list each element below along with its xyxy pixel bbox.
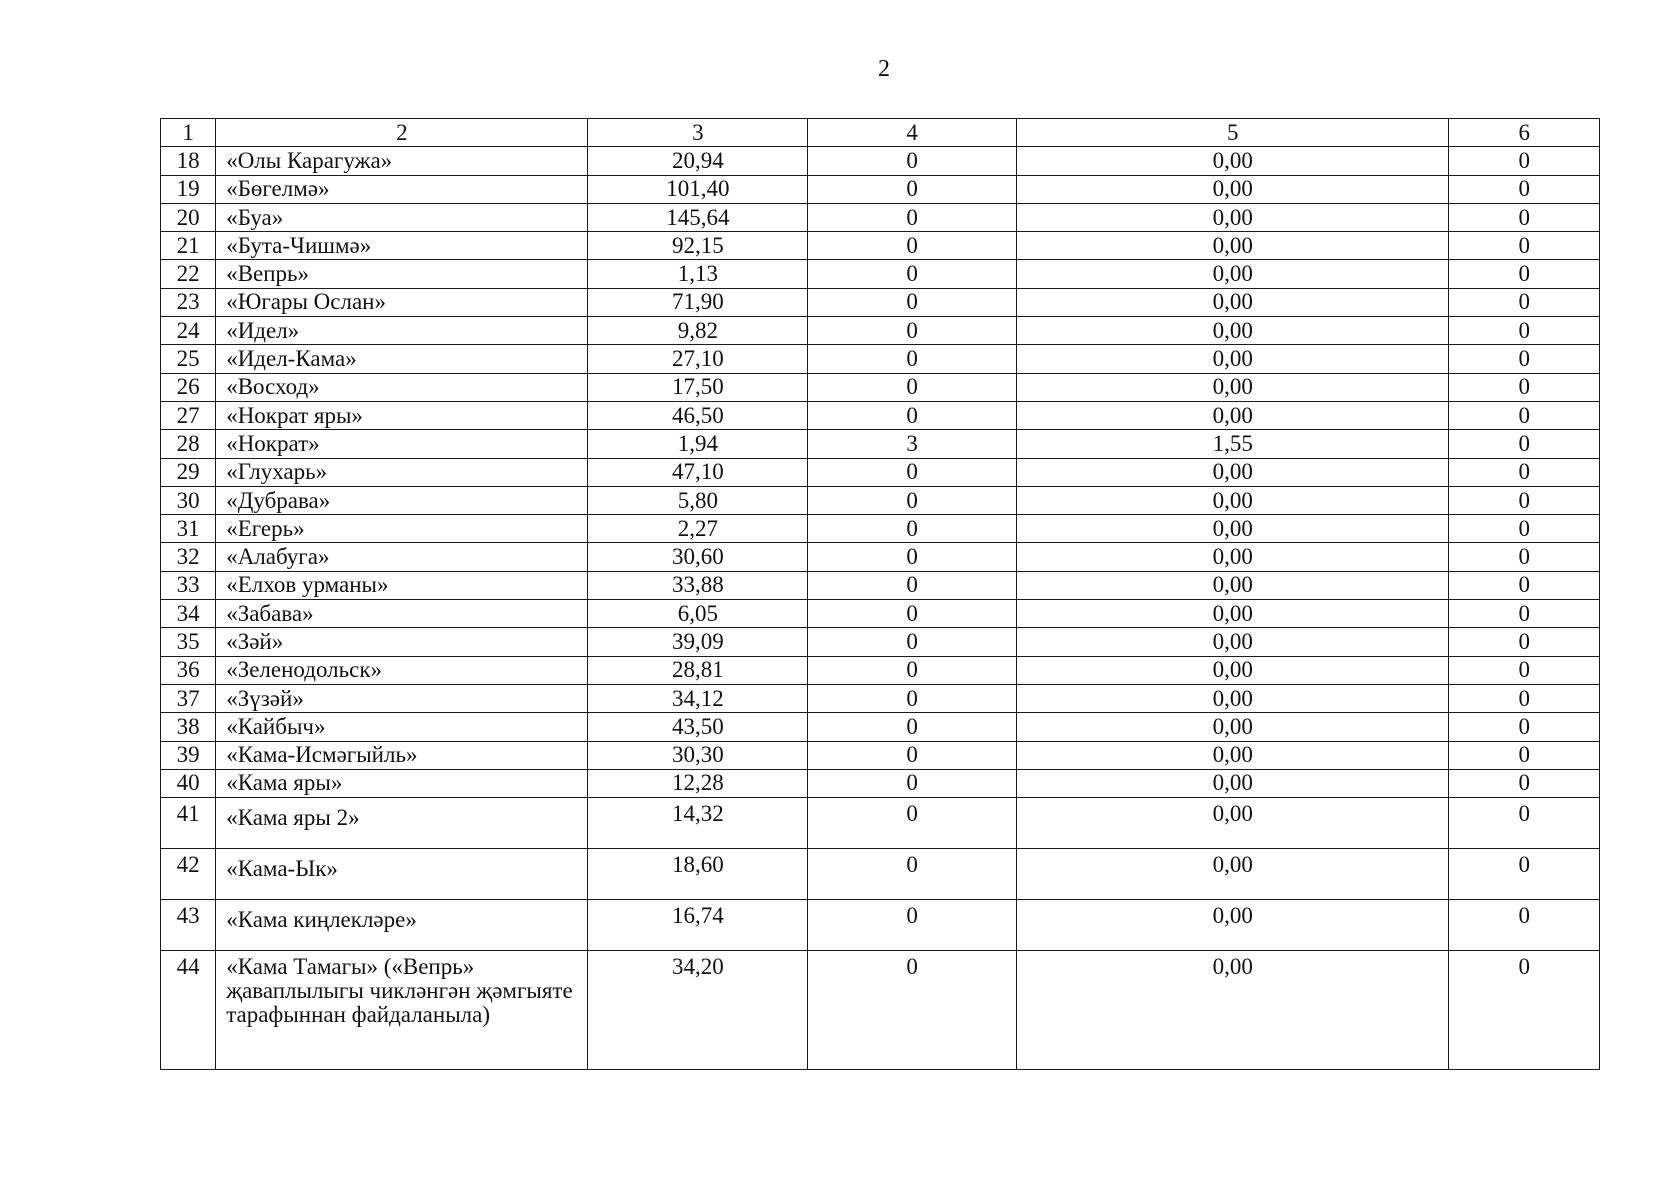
value-cell-3: 101,40 <box>588 175 808 203</box>
value-cell-5: 0,00 <box>1016 458 1449 486</box>
value-cell-5: 0,00 <box>1016 345 1449 373</box>
value-cell-3: 34,20 <box>588 951 808 1070</box>
table-row <box>161 515 1600 543</box>
value-cell-5: 0,00 <box>1016 147 1449 175</box>
table-row <box>161 951 1600 1070</box>
name-cell: «Идел» <box>216 317 588 345</box>
value-cell-4: 3 <box>808 430 1017 458</box>
value-cell-6: 0 <box>1449 260 1600 288</box>
table-row <box>161 684 1600 712</box>
row-number-cell: 19 <box>161 175 216 203</box>
value-cell-3: 33,88 <box>588 571 808 599</box>
header-cell: 3 <box>588 119 808 147</box>
header-cell: 1 <box>161 119 216 147</box>
table-row <box>161 317 1600 345</box>
table-row <box>161 600 1600 628</box>
value-cell-5: 0,00 <box>1016 900 1449 951</box>
row-number-cell: 41 <box>161 798 216 849</box>
value-cell-4: 0 <box>808 713 1017 741</box>
value-cell-5: 0,00 <box>1016 288 1449 316</box>
value-cell-4: 0 <box>808 175 1017 203</box>
value-cell-4: 0 <box>808 373 1017 401</box>
row-number-cell: 28 <box>161 430 216 458</box>
name-cell: «Елхов урманы» <box>216 571 588 599</box>
value-cell-4: 0 <box>808 317 1017 345</box>
value-cell-4: 0 <box>808 900 1017 951</box>
table-row <box>161 656 1600 684</box>
value-cell-5: 0,00 <box>1016 203 1449 231</box>
row-number-cell: 44 <box>161 951 216 1070</box>
value-cell-6: 0 <box>1449 373 1600 401</box>
table-row <box>161 713 1600 741</box>
header-cell: 2 <box>216 119 588 147</box>
name-cell: «Алабуга» <box>216 543 588 571</box>
value-cell-3: 1,13 <box>588 260 808 288</box>
table-row <box>161 486 1600 514</box>
name-cell: «Бута-Чишмә» <box>216 232 588 260</box>
table-row <box>161 900 1600 951</box>
value-cell-6: 0 <box>1449 656 1600 684</box>
name-cell: «Югары Ослан» <box>216 288 588 316</box>
value-cell-6: 0 <box>1449 175 1600 203</box>
row-number-cell: 34 <box>161 600 216 628</box>
name-cell: «Кама яры» <box>216 769 588 797</box>
value-cell-3: 34,12 <box>588 684 808 712</box>
row-number-cell: 43 <box>161 900 216 951</box>
value-cell-3: 2,27 <box>588 515 808 543</box>
value-cell-4: 0 <box>808 741 1017 769</box>
value-cell-3: 9,82 <box>588 317 808 345</box>
value-cell-6: 0 <box>1449 849 1600 900</box>
value-cell-3: 20,94 <box>588 147 808 175</box>
table-row <box>161 769 1600 797</box>
row-number-cell: 31 <box>161 515 216 543</box>
value-cell-3: 1,94 <box>588 430 808 458</box>
name-cell: «Вепрь» <box>216 260 588 288</box>
name-cell: «Идел-Кама» <box>216 345 588 373</box>
value-cell-5: 0,00 <box>1016 571 1449 599</box>
header-row <box>161 119 1600 147</box>
table-row <box>161 203 1600 231</box>
value-cell-6: 0 <box>1449 900 1600 951</box>
table-row <box>161 458 1600 486</box>
row-number-cell: 23 <box>161 288 216 316</box>
row-number-cell: 21 <box>161 232 216 260</box>
value-cell-6: 0 <box>1449 543 1600 571</box>
value-cell-6: 0 <box>1449 628 1600 656</box>
value-cell-5: 0,00 <box>1016 543 1449 571</box>
value-cell-5: 0,00 <box>1016 741 1449 769</box>
table-row <box>161 345 1600 373</box>
value-cell-5: 0,00 <box>1016 798 1449 849</box>
value-cell-5: 0,00 <box>1016 769 1449 797</box>
name-cell: «Олы Карагужа» <box>216 147 588 175</box>
row-number-cell: 37 <box>161 684 216 712</box>
row-number-cell: 27 <box>161 401 216 429</box>
value-cell-5: 0,00 <box>1016 175 1449 203</box>
value-cell-5: 0,00 <box>1016 401 1449 429</box>
row-number-cell: 35 <box>161 628 216 656</box>
table-row <box>161 628 1600 656</box>
row-number-cell: 32 <box>161 543 216 571</box>
value-cell-5: 0,00 <box>1016 951 1449 1070</box>
value-cell-4: 0 <box>808 769 1017 797</box>
value-cell-6: 0 <box>1449 203 1600 231</box>
value-cell-3: 5,80 <box>588 486 808 514</box>
value-cell-3: 39,09 <box>588 628 808 656</box>
name-cell: «Восход» <box>216 373 588 401</box>
table-row <box>161 175 1600 203</box>
value-cell-3: 27,10 <box>588 345 808 373</box>
value-cell-5: 0,00 <box>1016 317 1449 345</box>
value-cell-4: 0 <box>808 147 1017 175</box>
value-cell-5: 0,00 <box>1016 373 1449 401</box>
value-cell-3: 47,10 <box>588 458 808 486</box>
value-cell-5: 0,00 <box>1016 260 1449 288</box>
row-number-cell: 22 <box>161 260 216 288</box>
header-cell: 5 <box>1016 119 1449 147</box>
value-cell-3: 18,60 <box>588 849 808 900</box>
value-cell-5: 0,00 <box>1016 628 1449 656</box>
value-cell-5: 0,00 <box>1016 486 1449 514</box>
value-cell-6: 0 <box>1449 769 1600 797</box>
name-cell: «Кама-Ык» <box>216 849 588 900</box>
row-number-cell: 24 <box>161 317 216 345</box>
value-cell-6: 0 <box>1449 798 1600 849</box>
value-cell-6: 0 <box>1449 713 1600 741</box>
value-cell-3: 30,60 <box>588 543 808 571</box>
value-cell-5: 1,55 <box>1016 430 1449 458</box>
name-cell: «Кама киңлекләре» <box>216 900 588 951</box>
value-cell-4: 0 <box>808 288 1017 316</box>
name-cell: «Буа» <box>216 203 588 231</box>
value-cell-5: 0,00 <box>1016 515 1449 543</box>
name-cell: «Бөгелмә» <box>216 175 588 203</box>
table-row <box>161 543 1600 571</box>
value-cell-3: 46,50 <box>588 401 808 429</box>
name-cell: «Зеленодольск» <box>216 656 588 684</box>
name-cell: «Кайбыч» <box>216 713 588 741</box>
name-cell: «Забава» <box>216 600 588 628</box>
value-cell-3: 71,90 <box>588 288 808 316</box>
value-cell-4: 0 <box>808 515 1017 543</box>
row-number-cell: 29 <box>161 458 216 486</box>
row-number-cell: 39 <box>161 741 216 769</box>
value-cell-6: 0 <box>1449 600 1600 628</box>
name-cell: «Дубрава» <box>216 486 588 514</box>
row-number-cell: 25 <box>161 345 216 373</box>
value-cell-6: 0 <box>1449 317 1600 345</box>
value-cell-3: 14,32 <box>588 798 808 849</box>
header-cell: 6 <box>1449 119 1600 147</box>
value-cell-3: 6,05 <box>588 600 808 628</box>
table-row <box>161 401 1600 429</box>
table-row <box>161 232 1600 260</box>
value-cell-5: 0,00 <box>1016 713 1449 741</box>
value-cell-6: 0 <box>1449 147 1600 175</box>
value-cell-3: 30,30 <box>588 741 808 769</box>
value-cell-4: 0 <box>808 684 1017 712</box>
table-row <box>161 798 1600 849</box>
value-cell-3: 28,81 <box>588 656 808 684</box>
name-cell: «Кама Тамагы» («Вепрь» җаваплылыгы чикләнгән җәмгыяте тарафыннан файдаланыла) <box>216 951 588 1070</box>
table-row <box>161 288 1600 316</box>
name-cell: «Егерь» <box>216 515 588 543</box>
value-cell-4: 0 <box>808 260 1017 288</box>
value-cell-4: 0 <box>808 401 1017 429</box>
name-cell: «Нократ» <box>216 430 588 458</box>
value-cell-6: 0 <box>1449 951 1600 1070</box>
value-cell-4: 0 <box>808 232 1017 260</box>
value-cell-4: 0 <box>808 656 1017 684</box>
value-cell-4: 0 <box>808 849 1017 900</box>
value-cell-3: 92,15 <box>588 232 808 260</box>
value-cell-5: 0,00 <box>1016 232 1449 260</box>
name-cell: «Кама яры 2» <box>216 798 588 849</box>
row-number-cell: 38 <box>161 713 216 741</box>
value-cell-6: 0 <box>1449 345 1600 373</box>
value-cell-4: 0 <box>808 571 1017 599</box>
value-cell-4: 0 <box>808 345 1017 373</box>
name-cell: «Глухарь» <box>216 458 588 486</box>
value-cell-6: 0 <box>1449 741 1600 769</box>
value-cell-5: 0,00 <box>1016 684 1449 712</box>
row-number-cell: 42 <box>161 849 216 900</box>
value-cell-4: 0 <box>808 628 1017 656</box>
value-cell-4: 0 <box>808 543 1017 571</box>
value-cell-6: 0 <box>1449 486 1600 514</box>
data-table <box>160 118 1600 1070</box>
table-row <box>161 741 1600 769</box>
value-cell-6: 0 <box>1449 430 1600 458</box>
name-cell: «Кама-Исмәгыйль» <box>216 741 588 769</box>
value-cell-6: 0 <box>1449 458 1600 486</box>
value-cell-3: 43,50 <box>588 713 808 741</box>
name-cell: «Зүзәй» <box>216 684 588 712</box>
table-row <box>161 849 1600 900</box>
value-cell-3: 16,74 <box>588 900 808 951</box>
value-cell-5: 0,00 <box>1016 600 1449 628</box>
value-cell-6: 0 <box>1449 401 1600 429</box>
name-cell: «Нократ яры» <box>216 401 588 429</box>
row-number-cell: 36 <box>161 656 216 684</box>
value-cell-4: 0 <box>808 951 1017 1070</box>
value-cell-3: 17,50 <box>588 373 808 401</box>
value-cell-6: 0 <box>1449 232 1600 260</box>
value-cell-6: 0 <box>1449 288 1600 316</box>
value-cell-3: 145,64 <box>588 203 808 231</box>
page-number: 2 <box>878 56 890 82</box>
row-number-cell: 20 <box>161 203 216 231</box>
value-cell-6: 0 <box>1449 684 1600 712</box>
table-row <box>161 373 1600 401</box>
row-number-cell: 18 <box>161 147 216 175</box>
value-cell-4: 0 <box>808 486 1017 514</box>
header-cell: 4 <box>808 119 1017 147</box>
row-number-cell: 40 <box>161 769 216 797</box>
table-row <box>161 260 1600 288</box>
value-cell-5: 0,00 <box>1016 656 1449 684</box>
row-number-cell: 33 <box>161 571 216 599</box>
table-row <box>161 571 1600 599</box>
value-cell-5: 0,00 <box>1016 849 1449 900</box>
table-row <box>161 430 1600 458</box>
value-cell-4: 0 <box>808 203 1017 231</box>
name-cell: «Зәй» <box>216 628 588 656</box>
value-cell-4: 0 <box>808 600 1017 628</box>
value-cell-6: 0 <box>1449 515 1600 543</box>
table-row <box>161 147 1600 175</box>
value-cell-3: 12,28 <box>588 769 808 797</box>
value-cell-4: 0 <box>808 798 1017 849</box>
value-cell-4: 0 <box>808 458 1017 486</box>
row-number-cell: 30 <box>161 486 216 514</box>
row-number-cell: 26 <box>161 373 216 401</box>
value-cell-6: 0 <box>1449 571 1600 599</box>
